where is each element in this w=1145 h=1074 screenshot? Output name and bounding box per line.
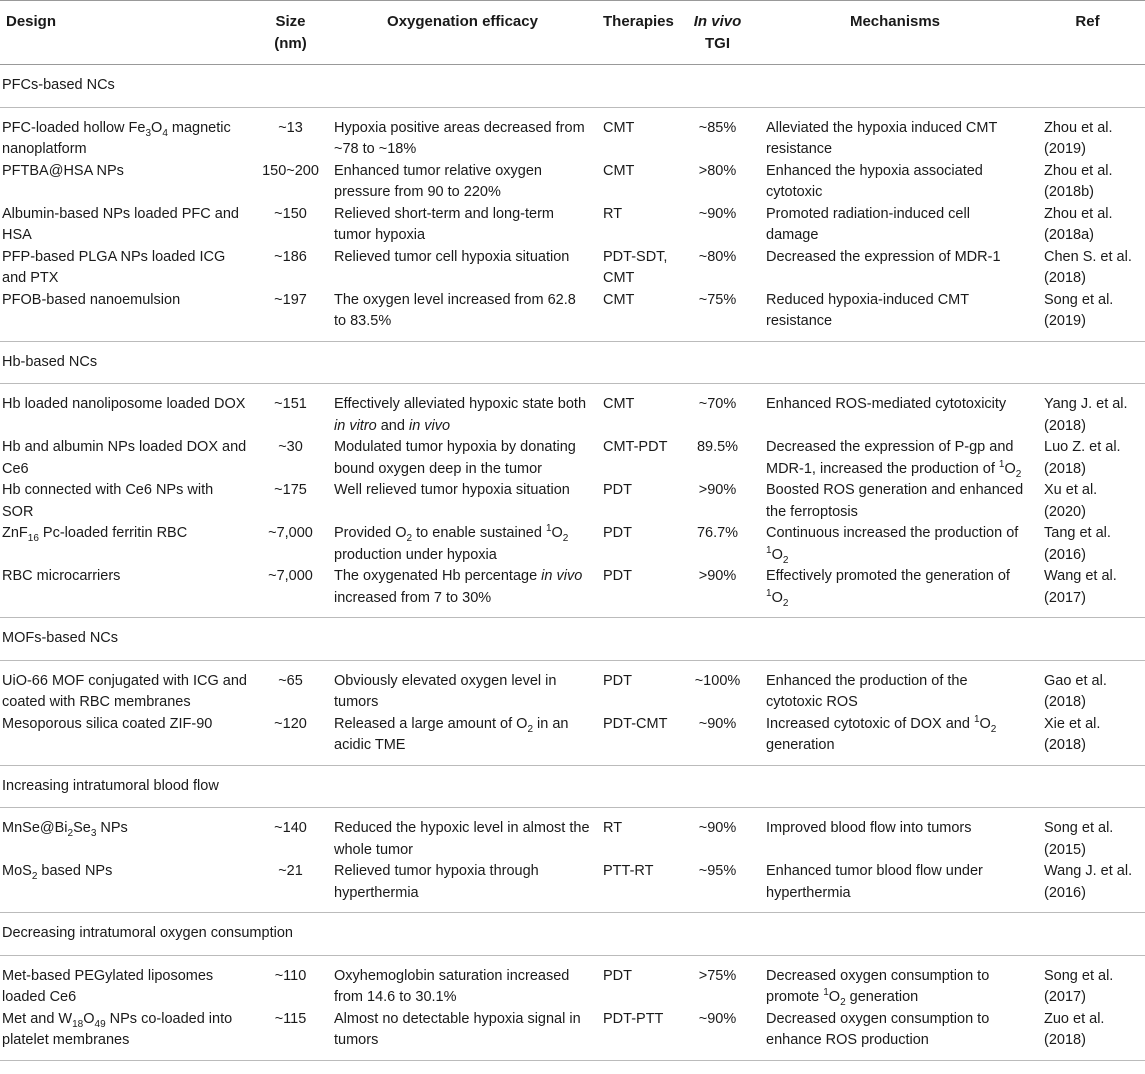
cell-tgi: >75%	[698, 967, 737, 984]
cell-mechanism: Alleviated the hypoxia induced CMT resistance	[766, 119, 998, 157]
cell-mechanism: Effectively promoted the generation of $^1O_2$	[760, 566, 1030, 618]
cell-mechanism: Reduced hypoxia-induced CMT resistance	[760, 290, 1030, 342]
cell-efficacy: Obviously elevated oxygen level in tumors	[334, 672, 557, 710]
cell-size: ~140	[274, 820, 307, 836]
cell-ref: Luo Z. et al. (2018)	[1044, 439, 1121, 477]
cell-design: PFTBA@HSA NPs	[2, 162, 124, 179]
cell-therapy: CMT	[603, 162, 635, 179]
cell-efficacy: Released a large amount of $O_2$ in an acidic TME	[328, 714, 597, 766]
cell-efficacy: Provided $O_2$ to enable sustained $^1O_2$ production under hypoxia	[334, 523, 569, 563]
cell-tgi: ~90%	[698, 205, 737, 222]
cell-size: ~186	[274, 248, 307, 265]
section-title: MOFs-based NCs	[0, 618, 1145, 661]
cell-size: ~115	[253, 1009, 328, 1061]
table-row	[0, 384, 1145, 438]
cell-tgi: ~100%	[694, 672, 741, 689]
header-ref: Ref	[1030, 1, 1145, 65]
cell-tgi: >90%	[698, 482, 737, 498]
cell-size: ~150	[274, 205, 307, 222]
cell-tgi: >80%	[698, 162, 737, 179]
cell-tgi: ~80%	[698, 248, 737, 265]
cell-size: ~21	[253, 861, 328, 913]
cell-efficacy: The oxygen level increased from 62.8 to 83.5%	[328, 290, 597, 342]
table-row	[0, 660, 1145, 714]
table-row	[0, 523, 1145, 566]
cell-mechanism: Promoted radiation-induced cell damage	[766, 205, 970, 243]
cell-mechanism: Decreased the expression of P-gp and MDR-1, increased the production of $^1O_2$	[766, 439, 1022, 480]
cell-therapy: RT	[603, 820, 623, 836]
cell-efficacy: Reduced the hypoxic level in almost the whole tumor	[334, 820, 590, 858]
table-body	[0, 65, 1145, 1061]
cell-size: ~13	[278, 119, 303, 136]
cell-ref: Gao et al. (2018)	[1044, 672, 1107, 710]
cell-tgi: ~90%	[698, 820, 737, 836]
cell-design: PFP-based PLGA NPs loaded ICG and PTX	[2, 248, 226, 286]
cell-design: Hb and albumin NPs loaded DOX and Ce6	[2, 439, 247, 477]
cell-efficacy: Relieved short-term and long-term tumor hypoxia	[334, 205, 555, 243]
cell-therapy: PDT	[603, 967, 632, 984]
cell-design: PFC-loaded hollow $Fe_3O_4$ magnetic nanoplatform	[2, 119, 231, 157]
header-in-vivo-tgi: In vivo TGI	[675, 1, 760, 65]
cell-mechanism: Enhanced the production of the cytotoxic ROS	[766, 672, 968, 710]
cell-ref: Song et al. (2015)	[1044, 820, 1114, 858]
cell-size: ~7,000	[253, 566, 328, 618]
cell-tgi: ~90%	[675, 1009, 760, 1061]
table-row	[0, 290, 1145, 342]
header-oxygenation-efficacy: Oxygenation efficacy	[328, 1, 597, 65]
cell-ref: Zhou et al. (2019)	[1044, 119, 1113, 157]
table-row	[0, 955, 1145, 1009]
cell-size: ~30	[278, 439, 303, 455]
cell-design: Mesoporous silica coated ZIF-90	[0, 714, 253, 766]
table-row	[0, 437, 1145, 480]
cell-therapy: CMT	[597, 290, 675, 342]
cell-size: ~175	[274, 482, 307, 498]
cell-ref: Chen S. et al. (2018)	[1044, 248, 1132, 286]
cell-efficacy: Hypoxia positive areas decreased from ~78 to ~18%	[334, 119, 585, 157]
cell-design: Hb loaded nanoliposome loaded DOX	[2, 396, 246, 412]
cell-ref: Zuo et al. (2018)	[1030, 1009, 1145, 1061]
cell-design: Hb connected with Ce6 NPs with SOR	[2, 482, 214, 520]
section-row	[0, 913, 1145, 956]
cell-efficacy: Relieved tumor cell hypoxia situation	[334, 248, 570, 265]
cell-tgi: ~90%	[675, 714, 760, 766]
header-size: Size (nm)	[253, 1, 328, 65]
cell-therapy: PDT	[597, 566, 675, 618]
section-row	[0, 765, 1145, 808]
cell-mechanism: Enhanced ROS-mediated cytotoxicity	[766, 396, 1007, 412]
cell-design: Albumin-based NPs loaded PFC and HSA	[2, 205, 239, 243]
cell-efficacy: Well relieved tumor hypoxia situation	[334, 482, 570, 498]
cell-size: ~197	[253, 290, 328, 342]
cell-tgi: ~85%	[698, 119, 737, 136]
table-row	[0, 107, 1145, 161]
header-mechanisms: Mechanisms	[760, 1, 1030, 65]
cell-efficacy: The oxygenated Hb percentage in vivo increased from 7 to 30%	[328, 566, 597, 618]
cell-therapy: PDT	[603, 525, 632, 541]
table-row	[0, 714, 1145, 766]
section-title: PFCs-based NCs	[0, 65, 1145, 108]
cell-therapy: CMT	[603, 396, 635, 412]
cell-mechanism: Decreased oxygen consumption to promote $^1O_2$ generation	[766, 967, 990, 1008]
cell-mechanism: Enhanced the hypoxia associated cytotoxic	[766, 162, 983, 200]
cell-size: ~110	[274, 967, 307, 984]
table-row	[0, 480, 1145, 523]
header-row	[0, 1, 1145, 65]
table-row	[0, 161, 1145, 204]
cell-tgi: 89.5%	[696, 439, 739, 455]
section-row	[0, 341, 1145, 384]
header-design: Design	[0, 1, 253, 65]
cell-size: 150~200	[262, 162, 319, 179]
cell-efficacy: Oxyhemoglobin saturation increased from 14.6 to 30.1%	[334, 967, 570, 1005]
cell-mechanism: Boosted ROS generation and enhanced the ferroptosis	[766, 482, 1024, 520]
cell-ref: Xie et al. (2018)	[1030, 714, 1145, 766]
cell-mechanism: Increased cytotoxic of DOX and $^1O_2$ generation	[760, 714, 1030, 766]
cell-design: Met-based PEGylated liposomes loaded Ce6	[2, 967, 214, 1005]
cell-tgi: ~75%	[675, 290, 760, 342]
cell-size: ~151	[274, 396, 307, 412]
cell-tgi: ~70%	[698, 396, 737, 412]
cell-ref: Wang et al. (2017)	[1030, 566, 1145, 618]
cell-ref: Song et al. (2017)	[1044, 967, 1114, 1005]
header-in-vivo-tgi-text: In vivo	[693, 13, 742, 30]
cell-ref: Zhou et al. (2018b)	[1044, 162, 1113, 200]
cell-size: ~65	[278, 672, 303, 689]
table-row	[0, 566, 1145, 618]
cell-ref: Tang et al. (2016)	[1044, 525, 1111, 563]
cell-ref: Yang J. et al. (2018)	[1044, 396, 1128, 434]
cell-design: PFOB-based nanoemulsion	[0, 290, 253, 342]
cell-mechanism: Decreased oxygen consumption to enhance ROS production	[760, 1009, 1030, 1061]
cell-design: ZnF$_{16}$ Pc-loaded ferritin RBC	[2, 525, 188, 544]
cell-therapy: CMT-PDT	[603, 439, 668, 455]
cell-therapy: PDT	[603, 672, 632, 689]
cell-therapy: PDT	[603, 482, 632, 498]
cell-tgi: ~95%	[675, 861, 760, 913]
cell-design: UiO-66 MOF conjugated with ICG and coated with RBC membranes	[2, 672, 247, 710]
cell-mechanism: Continuous increased the production of $^1O_2$	[766, 525, 1019, 566]
header-therapies: Therapies	[597, 1, 675, 65]
cell-tgi: 76.7%	[696, 525, 739, 541]
section-row	[0, 618, 1145, 661]
cell-mechanism: Decreased the expression of MDR-1	[766, 248, 1001, 265]
section-title: Increasing intratumoral blood flow	[0, 765, 1145, 808]
table-row	[0, 808, 1145, 862]
section-row	[0, 65, 1145, 108]
cell-therapy: PDT-CMT	[597, 714, 675, 766]
cell-ref: Xu et al. (2020)	[1044, 482, 1098, 520]
cell-therapy: CMT	[603, 119, 635, 136]
cell-ref: Song et al. (2019)	[1030, 290, 1145, 342]
table-row	[0, 204, 1145, 247]
cell-design: $MnSe@Bi_2Se_3$ NPs	[2, 820, 128, 839]
cell-therapy: PDT-PTT	[597, 1009, 675, 1061]
section-title: Decreasing intratumoral oxygen consumption	[0, 913, 1145, 956]
cell-therapy: PTT-RT	[597, 861, 675, 913]
cell-size: ~7,000	[268, 525, 313, 541]
cell-therapy: PDT-SDT, CMT	[603, 248, 668, 286]
cell-ref: Zhou et al. (2018a)	[1044, 205, 1113, 243]
section-title: Hb-based NCs	[0, 341, 1145, 384]
table-header	[0, 1, 1145, 65]
cell-ref: Wang J. et al. (2016)	[1030, 861, 1145, 913]
cell-efficacy: Relieved tumor hypoxia through hyperthermia	[328, 861, 597, 913]
cell-design: RBC microcarriers	[0, 566, 253, 618]
cell-efficacy: Enhanced tumor relative oxygen pressure from 90 to 220%	[334, 162, 542, 200]
table-row	[0, 861, 1145, 913]
cell-efficacy: Modulated tumor hypoxia by donating bound oxygen deep in the tumor	[334, 439, 576, 477]
cell-size: ~120	[253, 714, 328, 766]
cell-mechanism: Improved blood flow into tumors	[766, 820, 972, 836]
cell-efficacy: Almost no detectable hypoxia signal in tumors	[328, 1009, 597, 1061]
cell-tgi: >90%	[675, 566, 760, 618]
cell-mechanism: Enhanced tumor blood flow under hyperthermia	[760, 861, 1030, 913]
table-row	[0, 247, 1145, 290]
cell-design: MoS$_2$ based NPs	[0, 861, 253, 913]
cell-design: Met and $W_{18}O_{49}$ NPs co-loaded into platelet membranes	[0, 1009, 253, 1061]
cell-therapy: RT	[603, 205, 623, 222]
table-row	[0, 1009, 1145, 1061]
cell-efficacy: Effectively alleviated hypoxic state both in vitro and in vivo	[334, 396, 587, 434]
